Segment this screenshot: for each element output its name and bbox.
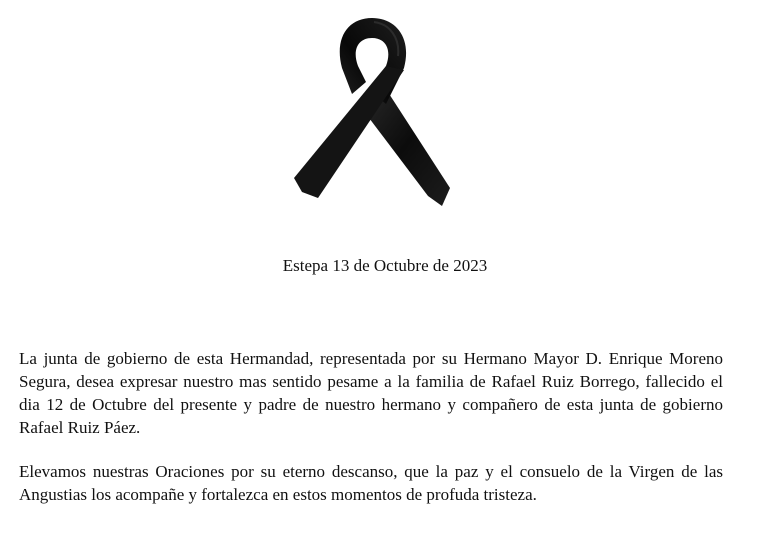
prayer-paragraph: Elevamos nuestras Oraciones por su eterno descanso, que la paz y el consuelo de la Virgen de las Angustias los acompañe y fortalezca en estos momentos de profuda tristeza. — [19, 462, 723, 504]
mourning-ribbon-icon — [282, 8, 462, 218]
condolence-paragraph: La junta de gobierno de esta Hermandad, representada por su Hermano Mayor D. Enrique Moreno Segura, desea expresar nuestro mas sentido pesame a la familia de Rafael Ruiz Borrego, fallecido el dia 12 de Octubre del presente y padre de nuestro hermano y compañero de esta junta de gobierno Rafael Ruiz Páez. — [19, 349, 723, 437]
document-date: Estepa 13 de Octubre de 2023 — [282, 256, 488, 275]
